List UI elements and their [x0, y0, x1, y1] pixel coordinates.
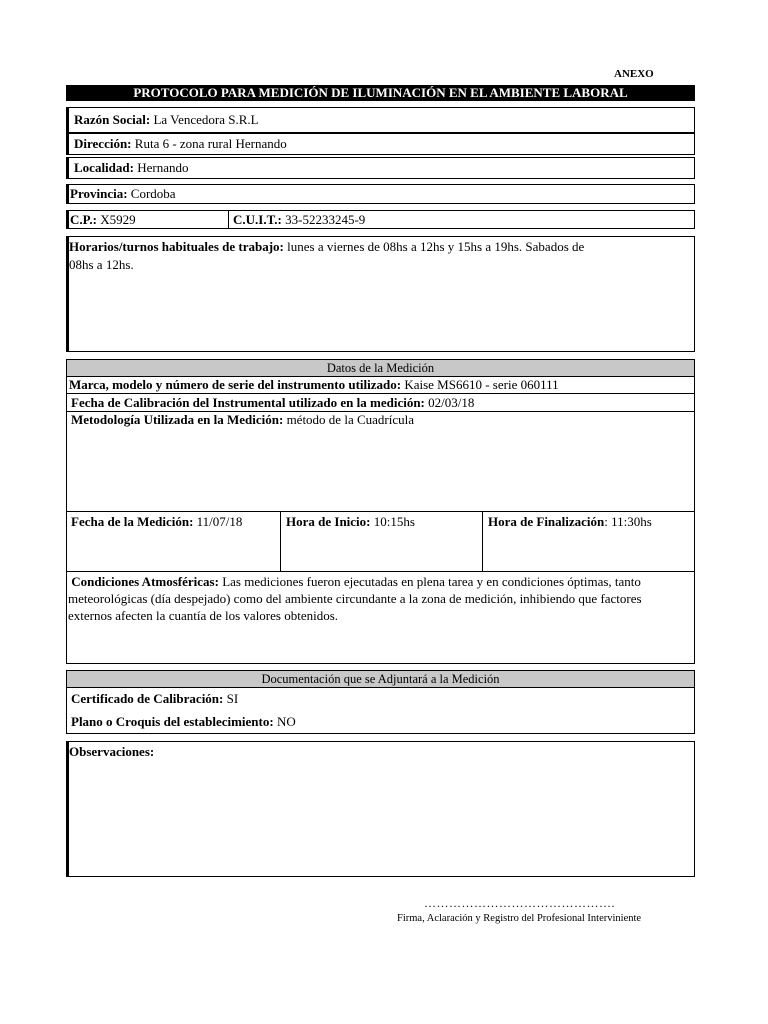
metodologia-label: Metodología Utilizada en la Medición: [71, 412, 284, 427]
direccion-value: Ruta 6 - zona rural Hernando [134, 136, 287, 151]
horarios-value-line1: lunes a viernes de 08hs a 12hs y 15hs a 19hs. Sabados de [287, 239, 585, 254]
cp-value: X5929 [100, 212, 136, 227]
hora-fin-cell [488, 513, 652, 530]
cp-cuit-divider [228, 210, 229, 229]
razon-social-value: La Vencedora S.R.L [153, 112, 259, 127]
fecha-medicion-label: Fecha de la Medición: [71, 514, 194, 529]
plano-value: NO [276, 714, 296, 729]
fecha-calibracion-label: Fecha de Calibración del Instrumental utilizado en la medición: [71, 395, 425, 410]
hora-fin-value: : 11:30hs [604, 514, 652, 529]
condiciones-label: Condiciones Atmosféricas: [71, 574, 219, 589]
certificado-label: Certificado de Calibración: [71, 691, 224, 706]
condiciones-text [68, 573, 693, 624]
provincia-label: Provincia: [70, 186, 128, 201]
observaciones-box [66, 741, 695, 877]
horarios-label: Horarios/turnos habituales de trabajo: [69, 239, 284, 254]
localidad-value: Hernando [137, 160, 189, 175]
localidad-row [66, 157, 695, 179]
certificado-row [71, 690, 238, 707]
hora-fin-label: Hora de Finalización [488, 514, 605, 529]
fecha-medicion-value: 11/07/18 [196, 514, 243, 529]
hora-inicio-label: Hora de Inicio: [286, 514, 371, 529]
marca-row [66, 377, 695, 394]
razon-social-label: Razón Social: [74, 112, 151, 127]
document-title: PROTOCOLO PARA MEDICIÓN DE ILUMINACIÓN EN EL AMBIENTE LABORAL [66, 85, 695, 101]
cp-cuit-row [66, 210, 695, 229]
observaciones-label [69, 743, 154, 760]
condiciones-line2: meteorológicas (día despejado) como del ambiente circundante a la zona de medición, inhibiendo que factores [68, 591, 642, 606]
fecha-calibracion-row [66, 394, 695, 412]
horarios-text [69, 238, 691, 274]
signature-line: ………………………………………. [424, 896, 615, 910]
plano-row [71, 713, 296, 730]
hora-inicio-value: 10:15hs [373, 514, 415, 529]
medicion-section-title: Datos de la Medición [66, 359, 695, 377]
annex-label: ANEXO [614, 68, 654, 80]
marca-value: Kaise MS6610 - serie 060111 [404, 377, 559, 392]
horarios-value-line2: 08hs a 12hs. [69, 257, 134, 272]
condiciones-line1: Las mediciones fueron ejecutadas en plena tarea y en condiciones óptimas, tanto [222, 574, 641, 589]
documentacion-section-title: Documentación que se Adjuntará a la Medición [66, 670, 695, 688]
fecha-calibracion-value: 02/03/18 [428, 395, 475, 410]
certificado-value: SI [226, 691, 239, 706]
localidad-label: Localidad: [74, 160, 134, 175]
signature-caption: Firma, Aclaración y Registro del Profesional Interviniente [397, 913, 642, 924]
provincia-row [66, 184, 695, 204]
hora-inicio-cell [286, 513, 415, 530]
metodologia-value: método de la Cuadrícula [286, 412, 414, 427]
observaciones-label-text: Observaciones: [69, 744, 155, 759]
fecha-hora-divider-1 [280, 512, 281, 572]
direccion-row [66, 133, 695, 155]
cp-label: C.P.: [70, 212, 97, 227]
cuit-cell [233, 211, 365, 228]
provincia-value: Cordoba [130, 186, 176, 201]
metodologia-row [66, 412, 695, 512]
direccion-label: Dirección: [74, 136, 132, 151]
razon-social-row [66, 107, 695, 133]
marca-label: Marca, modelo y número de serie del instrumento utilizado: [69, 377, 402, 392]
cuit-value: 33-52233245-9 [285, 212, 366, 227]
condiciones-line3: externos afecten la cuantía de los valores obtenidos. [68, 608, 339, 623]
cuit-label: C.U.I.T.: [233, 212, 282, 227]
fecha-medicion-cell [71, 513, 242, 530]
plano-label: Plano o Croquis del establecimiento: [71, 714, 274, 729]
fecha-hora-divider-2 [482, 512, 483, 572]
